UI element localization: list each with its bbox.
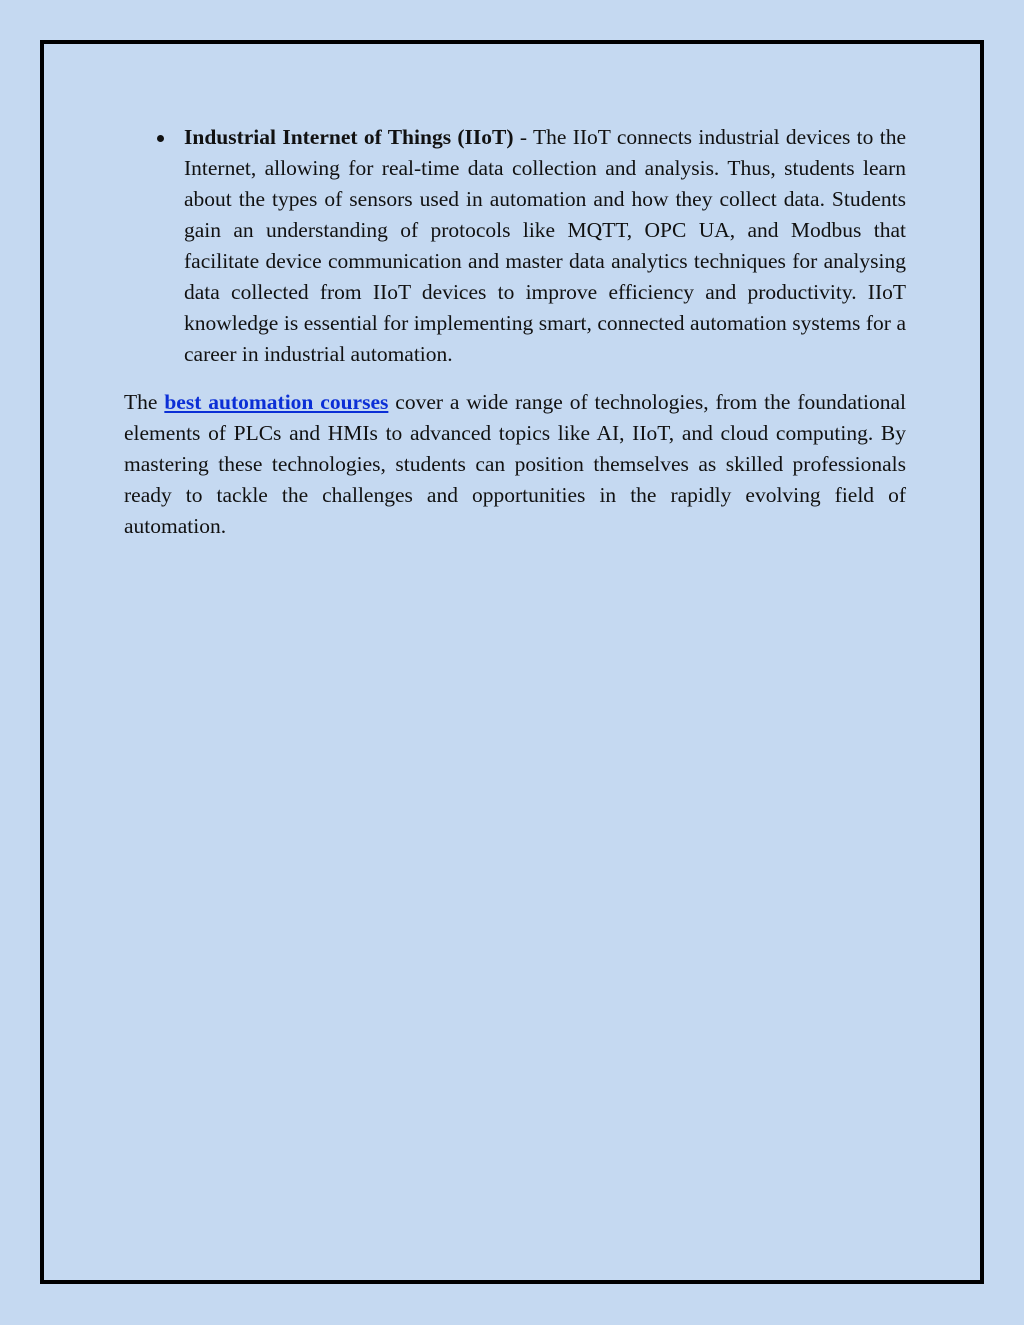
bullet-text: - The IIoT connects industrial devices to the Internet, allowing for real-time data collection and analysis. Thus, students learn about the types of sensors used in automation and how they collect data. Students gain an understanding of protocols like MQTT, OPC UA, and Modbus that facilitate device communication and master data analytics techniques for analysing data collected from IIoT devices to improve efficiency and productivity. IIoT knowledge is essential for implementing smart, connected automation systems for a career in industrial automation. bbox=[184, 125, 906, 366]
document-body bbox=[124, 122, 906, 542]
page-frame bbox=[40, 40, 984, 1284]
bullet-icon bbox=[157, 135, 164, 142]
paragraph-lead: The bbox=[124, 390, 165, 414]
paragraph-rest: cover a wide range of technologies, from the foundational elements of PLCs and HMIs to advanced topics like AI, IIoT, and cloud computing. By mastering these technologies, students can position themselves as skilled professionals ready to tackle the challenges and opportunities in the rapidly evolving field of automation. bbox=[124, 390, 907, 538]
summary-paragraph bbox=[124, 387, 906, 542]
bullet-term: Industrial Internet of Things (IIoT) bbox=[184, 125, 514, 149]
bullet-item-iiot bbox=[124, 122, 906, 370]
best-automation-courses-link[interactable]: best automation courses bbox=[164, 390, 389, 414]
